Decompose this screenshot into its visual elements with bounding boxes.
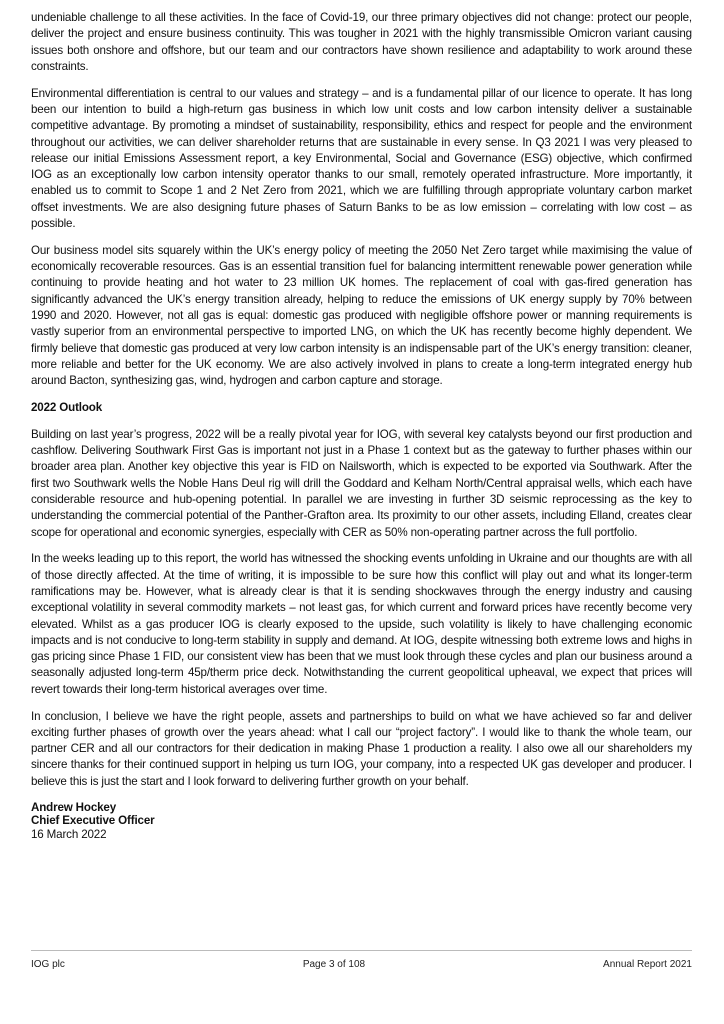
signature-date: 16 March 2022	[31, 827, 107, 841]
paragraph: Building on last year’s progress, 2022 will be a really pivotal year for IOG, with several key catalysts beyond our first production and cashflow. Delivering Southwark First Gas is important not just in a Phase 1 context but as the gateway to further phases within our broader area plan. Another key objective this year is FID on Nailsworth, which is expected to be exported via Southwark. After the first two Southwark wells the Noble Hans Deul rig will drill the Goddard and Kelham North/Central appraisal wells, which each have considerable resource and hub-opening potential. In parallel we are investing in further 3D seismic reprocessing as the key to understanding the commercial potential of the Panther-Grafton area. Its proximity to our other assets, including Elland, creates clear scope for operational and economic synergies, especially with CER as 50% non-operating partner across the full portfolio.	[31, 427, 692, 539]
paragraph: Environmental differentiation is central to our values and strategy – and is a fundamental pillar of our licence to operate. It has long been our intention to build a high-return gas business in which low unit costs and low carbon intensity deliver a sustainable competitive advantage. By promoting a mindset of sustainability, responsibility, ethics and respect for people and the environment throughout our activities, we can deliver shareholder returns that are sustainable in every sense. In Q3 2021 I was very pleased to release our initial Emissions Assessment report, a key Environmental, Social and Governance (ESG) objective, which confirmed IOG as an exceptionally low carbon intensity operator thanks to our small, remotely operated infrastructure. More importantly, it enabled us to commit to Scope 1 and 2 Net Zero from 2021, which we are fulfilling through appropriate voluntary carbon market offset investments. We are also designing future phases of Saturn Banks to be as low emission – correlating with low cost – as possible.	[31, 86, 692, 231]
page-footer	[31, 959, 692, 970]
document-body	[31, 10, 692, 841]
paragraph: In conclusion, I believe we have the right people, assets and partnerships to build on what we have achieved so far and deliver exciting further phases of growth over the years ahead: what I call our “project factory”. I would like to thank the whole team, our partner CER and all our contractors for their dedication in making Phase 1 production a reality. I also owe all our shareholders my sincere thanks for their continued support in helping us turn IOG, your company, into a respected UK gas developer and producer. I believe this is just the start and I look forward to delivering further growth on your behalf.	[31, 709, 692, 788]
footer-divider	[31, 950, 692, 951]
signatory-name: Andrew Hockey	[31, 800, 117, 814]
footer-page-number: Page 3 of 108	[302, 959, 366, 970]
paragraph: Our business model sits squarely within the UK’s energy policy of meeting the 2050 Net Zero target while maximising the value of economically recoverable resources. Gas is an essential transition fuel for balancing intermittent renewable power generation while continuing to provide heating and hot water to 23 million UK homes. The replacement of coal with gas-fired generation has significantly advanced the UK’s energy transition already, helping to reduce the emissions of UK energy supply by 70% between 1990 and 2020. However, not all gas is equal: domestic gas produced with negligible offshore power or manning requirements is vastly superior from an environmental perspective to imported LNG, on which the UK has recently become highly dependent. We firmly believe that domestic gas produced at very low carbon intensity is an indispensable part of the UK’s energy transition: cleaner, more reliable and better for the UK economy. We are also actively involved in plans to create a long-term integrated energy hub around Bacton, synthesizing gas, wind, hydrogen and carbon capture and storage.	[31, 243, 692, 388]
paragraph: undeniable challenge to all these activities. In the face of Covid-19, our three primary objectives did not change: protect our people, deliver the project and ensure business continuity. This was tougher in 2021 with the highly transmissible Omicron variant causing issues both onshore and offshore, but our team and our contractors have shown resilience and adaptability to work around these constraints.	[31, 11, 692, 73]
signatory-title: Chief Executive Officer	[31, 814, 155, 828]
signature-block	[31, 801, 692, 842]
section-heading: 2022 Outlook	[31, 401, 103, 415]
paragraph: In the weeks leading up to this report, the world has witnessed the shocking events unfolding in Ukraine and our thoughts are with all of those directly affected. At the time of writing, it is impossible to be sure how this conflict will play out and what its longer-term ramifications may be. However, what is already clear is that it is sending shockwaves through the energy industry and causing exceptional volatility in several commodity markets – not least gas, for which current and forward prices have recently become very elevated. Whilst as a gas producer IOG is clearly exposed to the upside, such volatility is likely to have challenging economic impacts and is not conducive to long-term stability in supply and demand. At IOG, despite witnessing both extreme lows and highs in gas pricing since Phase 1 FID, our consistent view has been that we must look through these cycles and plan our business around a seasonally adjusted long-term 45p/therm price deck. Notwithstanding the current geopolitical upheaval, we expect that prices will revert towards their long-term historical averages over time.	[31, 552, 692, 696]
footer-company: IOG plc	[31, 959, 65, 970]
footer-report-title: Annual Report 2021	[603, 959, 692, 970]
